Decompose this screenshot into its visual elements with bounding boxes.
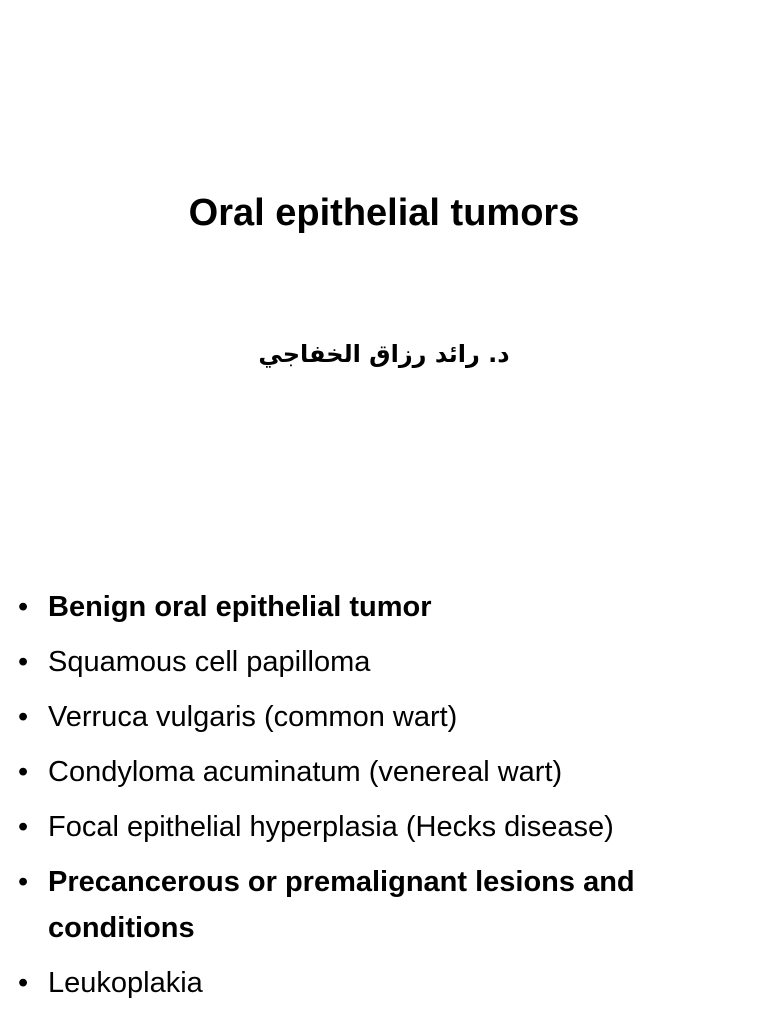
bullet-item xyxy=(18,694,758,740)
bullet-text: Condyloma acuminatum (venereal wart) xyxy=(48,756,563,788)
bullet-item xyxy=(18,639,758,685)
bullet-text: Precancerous or premalignant lesions and conditions xyxy=(48,866,635,944)
bullet-text: Leukoplakia xyxy=(48,967,203,999)
bullet-text: Focal epithelial hyperplasia (Hecks disease) xyxy=(48,811,614,843)
bullet-icon: • xyxy=(18,967,29,999)
bullet-icon: • xyxy=(18,811,29,843)
bullet-icon: • xyxy=(18,646,29,678)
bullet-icon: • xyxy=(18,701,29,733)
bullet-text: Benign oral epithelial tumor xyxy=(48,591,432,623)
author-name: د. رائد رزاق الخفاجي xyxy=(258,340,510,368)
bullet-item xyxy=(18,960,758,1006)
slide-title: Oral epithelial tumors xyxy=(188,192,580,234)
bullet-list xyxy=(18,584,758,1015)
bullet-text: Squamous cell papilloma xyxy=(48,646,371,678)
bullet-icon: • xyxy=(18,866,29,898)
bullet-item xyxy=(18,859,758,951)
bullet-icon: • xyxy=(18,756,29,788)
bullet-item xyxy=(18,584,758,630)
bullet-item xyxy=(18,804,758,850)
bullet-item xyxy=(18,749,758,795)
bullet-text: Verruca vulgaris (common wart) xyxy=(48,701,458,733)
bullet-icon: • xyxy=(18,591,29,623)
